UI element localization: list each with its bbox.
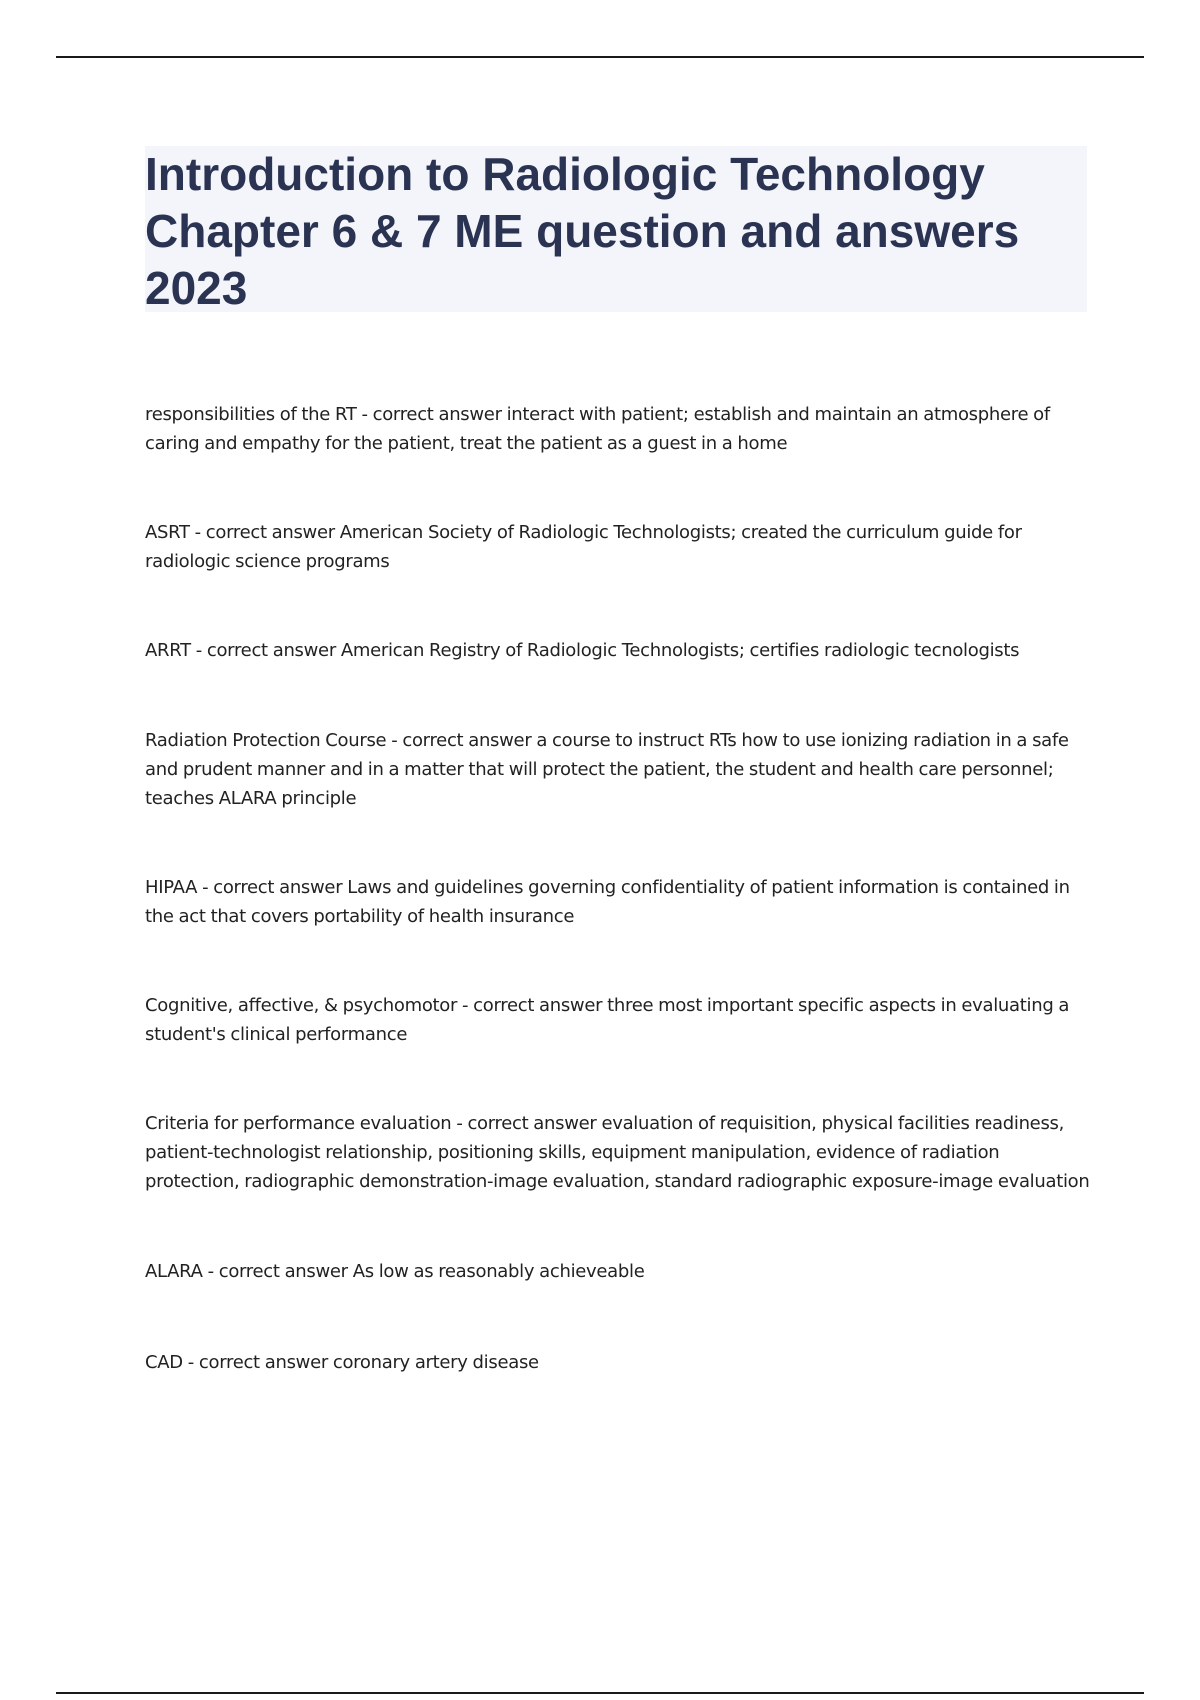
answer-prefix: correct answer: [473, 995, 603, 1016]
qa-term: ASRT: [145, 522, 190, 543]
qa-answer: coronary artery disease: [332, 1352, 539, 1373]
qa-term: Criteria for performance evaluation: [145, 1113, 452, 1134]
qa-answer: American Society of Radiologic Technologists; created the curriculum guide for radiologic science programs: [145, 522, 1022, 572]
qa-term: ALARA: [145, 1261, 203, 1282]
qa-item: Radiation Protection Course - correct answer a course to instruct RTs how to use ionizing radiation in a safe and prudent manner and in a matter that will protect the patient, the student and health care personnel; teaches ALARA principle: [145, 730, 1069, 809]
qa-item: ALARA - correct answer As low as reasonably achieveable: [145, 1261, 645, 1282]
qa-item: ARRT - correct answer American Registry of Radiologic Technologists; certifies radiologic tecnologists: [145, 640, 1020, 661]
qa-item: responsibilities of the RT - correct answer interact with patient; establish and maintain an atmosphere of caring and empathy for the patient, treat the patient as a guest in a home: [145, 404, 1050, 454]
qa-term: ARRT: [145, 640, 191, 661]
qa-item: HIPAA - correct answer Laws and guidelines governing confidentiality of patient information is contained in the act that covers portability of health insurance: [145, 877, 1070, 927]
document-title: Introduction to Radiologic Technology Chapter 6 & 7 ME question and answers 2023: [145, 148, 1020, 314]
answer-prefix: correct answer: [372, 404, 502, 425]
answer-prefix: correct answer: [206, 640, 336, 661]
qa-item: CAD - correct answer coronary artery disease: [145, 1352, 539, 1373]
qa-answer: evaluation of requisition, physical facilities readiness, patient-technologist relationship, positioning skills, equipment manipulation, evidence of radiation protection, radiographic demonstration-image evaluation, standard radiographic exposure-image evaluation: [145, 1113, 1090, 1192]
top-page-rule: [56, 56, 1144, 58]
qa-term: responsibilities of the RT: [145, 404, 357, 425]
answer-prefix: correct answer: [218, 1261, 348, 1282]
qa-item: Criteria for performance evaluation - correct answer evaluation of requisition, physical facilities readiness, patient-technologist relationship, positioning skills, equipment manipulation, evidence of radiation protection, radiographic demonstration-image evaluation, standard radiographic exposure-image evaluation: [145, 1113, 1090, 1192]
qa-answer: As low as reasonably achieveable: [352, 1261, 645, 1282]
bottom-page-rule: [56, 1692, 1144, 1694]
answer-prefix: correct answer: [198, 1352, 328, 1373]
qa-list: [145, 400, 1095, 1377]
qa-answer: American Registry of Radiologic Technologists; certifies radiologic tecnologists: [340, 640, 1020, 661]
qa-term: Radiation Protection Course: [145, 730, 387, 751]
title-block: [145, 146, 1087, 312]
answer-prefix: correct answer: [467, 1113, 597, 1134]
qa-answer: a course to instruct RTs how to use ionizing radiation in a safe and prudent manner and in a matter that will protect the patient, the student and health care personnel; teaches ALARA principle: [145, 730, 1069, 809]
answer-prefix: correct answer: [402, 730, 532, 751]
qa-item: Cognitive, affective, & psychomotor - correct answer three most important specific aspects in evaluating a student's clinical performance: [145, 995, 1070, 1045]
qa-answer: three most important specific aspects in evaluating a student's clinical performance: [145, 995, 1070, 1045]
answer-prefix: correct answer: [205, 522, 335, 543]
qa-term: CAD: [145, 1352, 183, 1373]
qa-item: ASRT - correct answer American Society of Radiologic Technologists; created the curriculum guide for radiologic science programs: [145, 522, 1022, 572]
qa-term: Cognitive, affective, & psychomotor: [145, 995, 458, 1016]
qa-answer: Laws and guidelines governing confidentiality of patient information is contained in the act that covers portability of health insurance: [145, 877, 1070, 927]
qa-answer: interact with patient; establish and maintain an atmosphere of caring and empathy for the patient, treat the patient as a guest in a home: [145, 404, 1050, 454]
answer-prefix: correct answer: [213, 877, 343, 898]
qa-term: HIPAA: [145, 877, 198, 898]
